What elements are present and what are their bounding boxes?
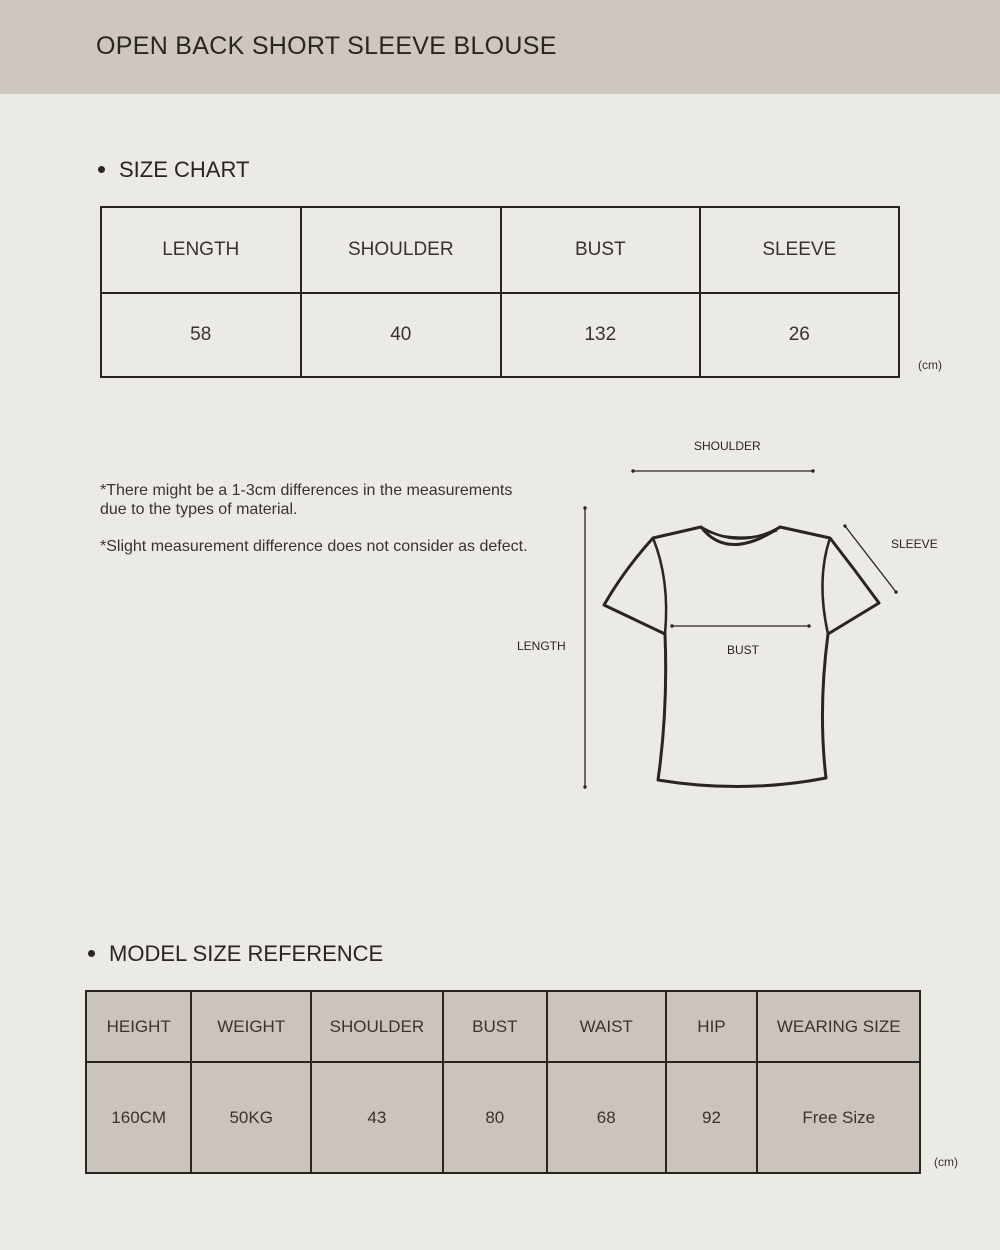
bullet-icon	[98, 166, 105, 173]
table-header-cell: SLEEVE	[700, 207, 899, 293]
model-size-heading	[88, 941, 383, 967]
measurement-note: *There might be a 1-3cm differences in the measurements due to the types of material.	[100, 482, 513, 518]
table-header-cell: HEIGHT	[86, 991, 191, 1062]
table-cell: Free Size	[757, 1062, 920, 1173]
table-cell: 58	[101, 293, 301, 377]
table-header-cell: WEIGHT	[191, 991, 311, 1062]
table-cell: 43	[311, 1062, 443, 1173]
table-header-row	[86, 991, 920, 1062]
table-header-cell: SHOULDER	[311, 991, 443, 1062]
table-header-cell: BUST	[501, 207, 700, 293]
model-size-unit: (cm)	[934, 1155, 958, 1169]
table-cell: 40	[301, 293, 502, 377]
table-cell: 132	[501, 293, 700, 377]
size-chart-table	[100, 206, 900, 378]
shoulder-label: SHOULDER	[694, 439, 761, 453]
bust-label: BUST	[727, 643, 760, 657]
table-header-cell: WEARING SIZE	[757, 991, 920, 1062]
tshirt-outline-icon	[500, 430, 980, 810]
table-header-cell: SHOULDER	[301, 207, 502, 293]
size-chart-title: SIZE CHART	[119, 157, 250, 182]
size-chart-unit: (cm)	[918, 358, 942, 372]
table-cell: 92	[666, 1062, 758, 1173]
table-header-cell: HIP	[666, 991, 758, 1062]
tshirt-measurement-diagram	[500, 430, 980, 810]
table-cell: 68	[547, 1062, 666, 1173]
table-header-row	[101, 207, 899, 293]
length-label: LENGTH	[517, 639, 566, 653]
table-row	[101, 293, 899, 377]
bullet-icon	[88, 950, 95, 957]
table-header-cell: WAIST	[547, 991, 666, 1062]
table-header-cell: LENGTH	[101, 207, 301, 293]
table-cell: 50KG	[191, 1062, 311, 1173]
size-chart-heading	[98, 157, 249, 183]
header-bar	[0, 0, 1000, 94]
table-row	[86, 1062, 920, 1173]
model-size-title: MODEL SIZE REFERENCE	[109, 941, 384, 966]
table-cell: 80	[443, 1062, 547, 1173]
table-header-cell: BUST	[443, 991, 547, 1062]
table-cell: 26	[700, 293, 899, 377]
sleeve-label: SLEEVE	[891, 537, 938, 551]
model-size-table	[85, 990, 921, 1174]
table-cell: 160CM	[86, 1062, 191, 1173]
defect-note: *Slight measurement difference does not consider as defect.	[100, 538, 528, 555]
page-title: OPEN BACK SHORT SLEEVE BLOUSE	[96, 32, 557, 60]
